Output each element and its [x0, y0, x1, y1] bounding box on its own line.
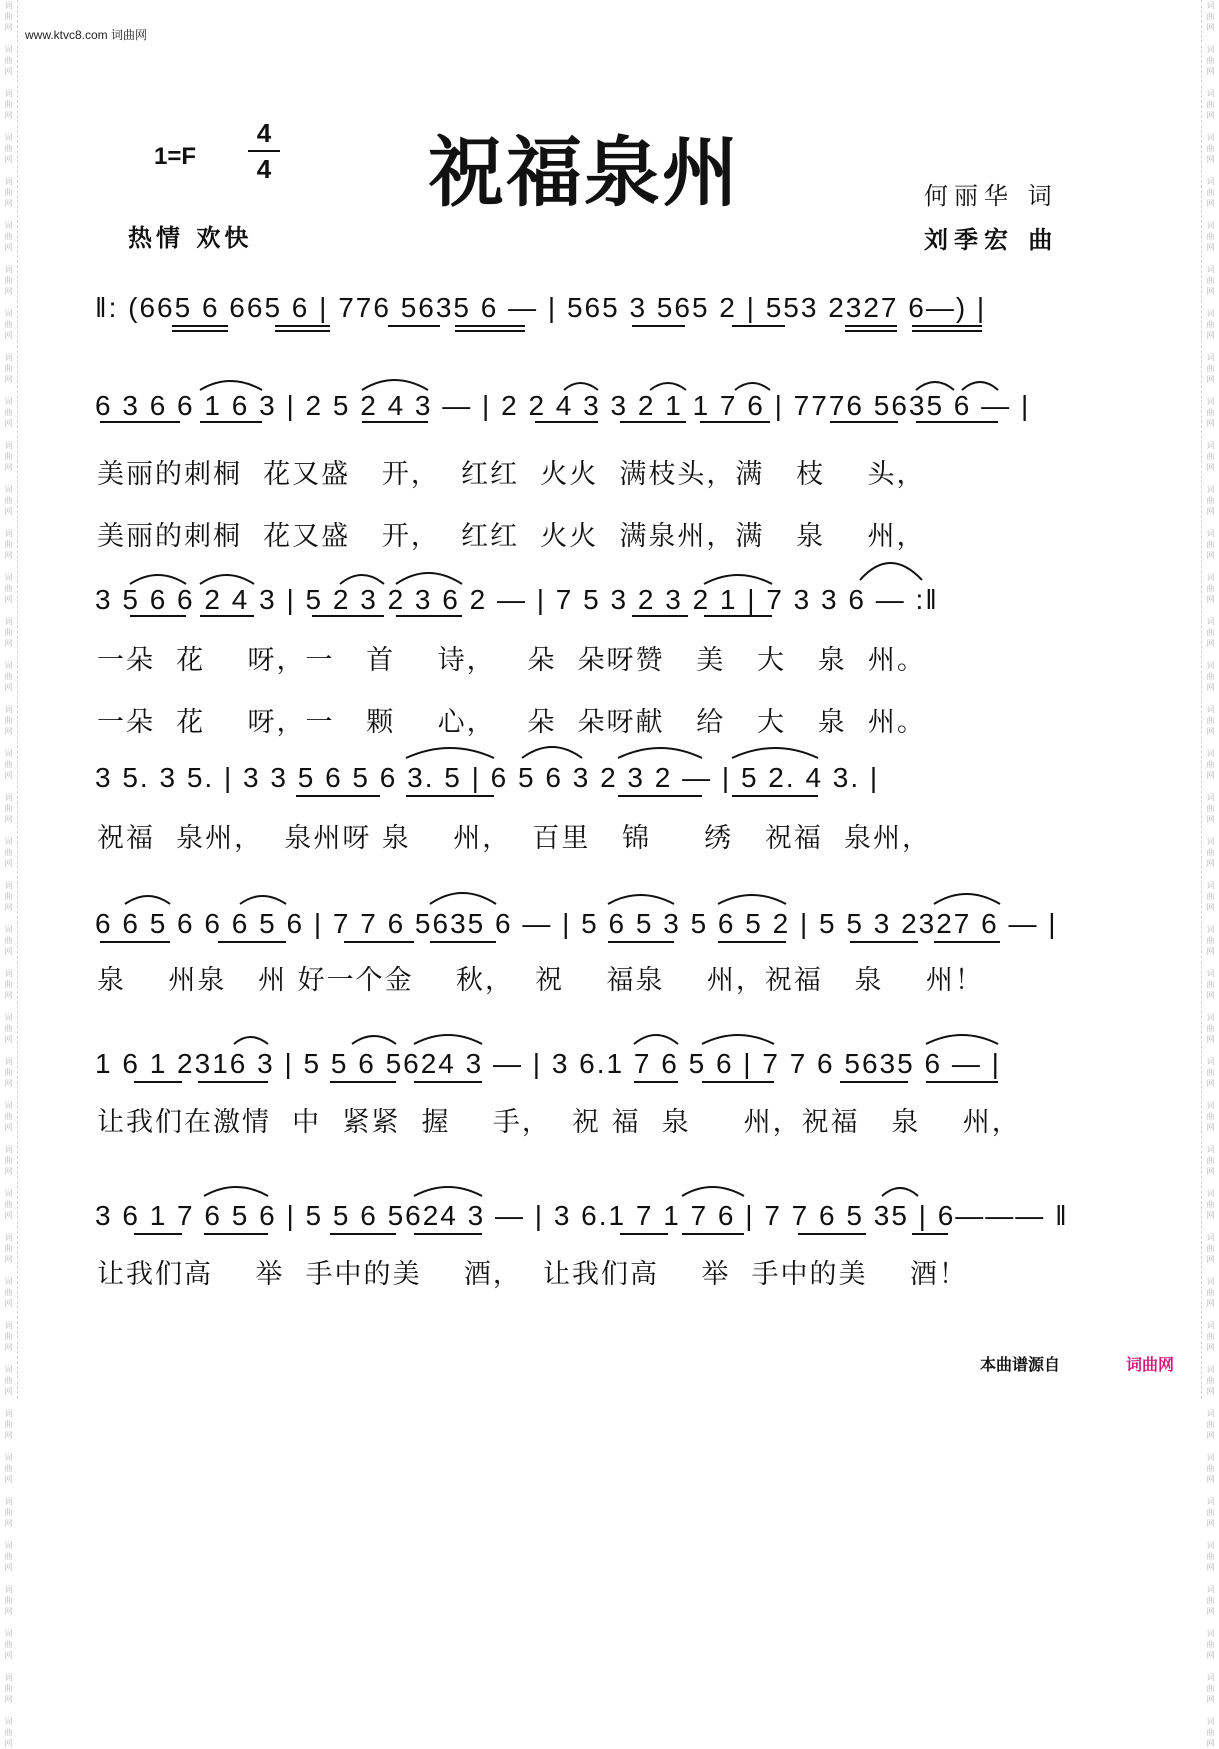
slur [732, 748, 818, 758]
lyric-line-3b: 一朵 花 呀，一 颗 心， 朵 朵呀献 给 大 泉 州。 [97, 707, 926, 738]
time-signature-divider [248, 150, 280, 152]
score-line-2 [95, 390, 1105, 440]
score-line-3-notes: 3 5 6 6 2 4 3 | 5 2 3 2 3 6 2 — | 7 5 3 2 3 2 1 | 7 3 3 6 — :‖ [95, 584, 939, 615]
footer-site-name[interactable]: 词曲网 [1126, 1355, 1175, 1374]
score-line-7-notes: 3 6 1 7 6 5 6 | 5 5 6 5624 3 — | 3 6.1 7 1 7 6 | 7 7 6 5 35 | 6——— ‖ [95, 1200, 1069, 1231]
slur [204, 1187, 268, 1196]
site-url[interactable]: www.ktvc8.com 词曲网 [25, 28, 148, 42]
slur [234, 1037, 268, 1044]
slur [430, 893, 496, 904]
slur [522, 747, 582, 758]
score-line-4 [95, 762, 1105, 812]
slur [340, 575, 384, 584]
slur [934, 894, 1000, 904]
slur [414, 1035, 482, 1044]
score-line-1 [95, 292, 1105, 342]
time-signature-top: 4 [256, 118, 272, 148]
score-line-1-notes: ‖: (665 6 665 6 | 776 5635 6 — | 565 3 565 2 | 553 2327 6—) | [95, 292, 987, 323]
slur [406, 748, 494, 758]
song-title: 祝福泉州 [428, 128, 740, 217]
score-line-5 [95, 908, 1105, 958]
slur [130, 575, 186, 584]
score-line-2-notes: 6 3 6 6 1 6 3 | 2 5 2 4 3 — | 2 2 4 3 3 2 1 1 7 6 | 7776 5635 6 — | [95, 390, 1031, 421]
key-signature: 1=F [154, 143, 197, 170]
slur [240, 896, 286, 904]
slur [702, 1035, 774, 1044]
slur [718, 895, 786, 904]
slur [682, 1187, 744, 1196]
slur [882, 1188, 918, 1196]
slur [396, 573, 462, 584]
lyric-line-6: 让我们在激情 中 紧紧 握 手， 祝 福 泉 州，祝福 泉 州， [97, 1107, 1021, 1138]
lyric-line-7: 让我们高 举 手中的美 酒， 让我们高 举 手中的美 酒！ [97, 1259, 968, 1290]
slur [926, 1035, 998, 1044]
slur [564, 383, 598, 390]
score-line-4-notes: 3 5. 3 5. | 3 3 5 6 5 6 3. 5 | 6 5 6 3 2 3 2 — | 5 2. 4 3. | [95, 762, 880, 793]
slur [962, 382, 998, 390]
slur [634, 1035, 678, 1044]
lyric-line-2b: 美丽的刺桐 花又盛 开， 红红 火火 满泉州，满 泉 州， [97, 521, 926, 552]
lyric-line-4: 祝福 泉州， 泉州呀 泉 州， 百里 锦 绣 祝福 泉州， [97, 823, 931, 854]
lyric-line-2a: 美丽的刺桐 花又盛 开， 红红 火火 满枝头，满 枝 头， [97, 459, 926, 490]
slur [735, 383, 770, 390]
score-line-7 [95, 1200, 1105, 1250]
slur [860, 563, 922, 580]
tempo-marking: 热情 欢快 [128, 223, 253, 252]
time-signature-bottom: 4 [256, 154, 272, 184]
slur [414, 1187, 482, 1196]
composer-credit: 刘季宏 曲 [924, 225, 1059, 254]
score-line-3 [95, 584, 1105, 634]
slur [125, 896, 170, 904]
right-watermark-strip: 词 曲 网 词 曲 网 词 曲 网 词 曲 网 词 曲 网 词 曲 网 词 曲 网 词 曲 网 词 曲 网 词 曲 网 词 曲 网 词 曲 网 词 曲 网 词 曲 网 词 曲 网 词 曲 网 词 曲 网 词 曲 网 词 曲 网 词 曲 网 词 曲 网 词 曲 网 词 曲 网 词 曲 网 词 曲 网 词 曲 网 词 曲 网 词 曲 网 词 曲 网 词 曲 网 词 曲 网 词 曲 网 词 曲 网 词 曲 网 词 曲 网 词 曲 网 词 曲 网 词 曲 网 词 曲 网 词 曲 网 [1201, 0, 1219, 1399]
time-signature [244, 118, 284, 184]
slur [200, 381, 262, 390]
score-line-6-notes: 1 6 1 2316 3 | 5 5 6 5624 3 — | 3 6.1 7 6 5 6 | 7 7 6 5635 6 — | [95, 1048, 1001, 1079]
left-watermark-strip: 词 曲 网 词 曲 网 词 曲 网 词 曲 网 词 曲 网 词 曲 网 词 曲 网 词 曲 网 词 曲 网 词 曲 网 词 曲 网 词 曲 网 词 曲 网 词 曲 网 词 曲 网 词 曲 网 词 曲 网 词 曲 网 词 曲 网 词 曲 网 词 曲 网 词 曲 网 词 曲 网 词 曲 网 词 曲 网 词 曲 网 词 曲 网 词 曲 网 词 曲 网 词 曲 网 词 曲 网 词 曲 网 词 曲 网 词 曲 网 词 曲 网 词 曲 网 词 曲 网 词 曲 网 词 曲 网 词 曲 网 [0, 0, 18, 1399]
score-line-5-notes: 6 6 5 6 6 6 5 6 | 7 7 6 5635 6 — | 5 6 5 3 5 6 5 2 | 5 5 3 2327 6 — | [95, 908, 1058, 939]
footer-source-label: 本曲谱源自 [980, 1355, 1061, 1374]
score-line-6 [95, 1048, 1105, 1098]
slur [618, 748, 702, 758]
slur [362, 380, 428, 390]
slur [608, 895, 674, 904]
lyricist-credit: 何丽华 词 [924, 182, 1058, 210]
slur [704, 575, 772, 584]
slur [200, 575, 254, 584]
slur [650, 383, 686, 390]
lyric-line-3a: 一朵 花 呀，一 首 诗， 朵 朵呀赞 美 大 泉 州。 [97, 645, 926, 676]
slur [916, 382, 954, 390]
slur [352, 1036, 396, 1044]
lyric-line-5: 泉 州泉 州 好一个金 秋， 祝 福泉 州，祝福 泉 州！ [97, 965, 984, 996]
